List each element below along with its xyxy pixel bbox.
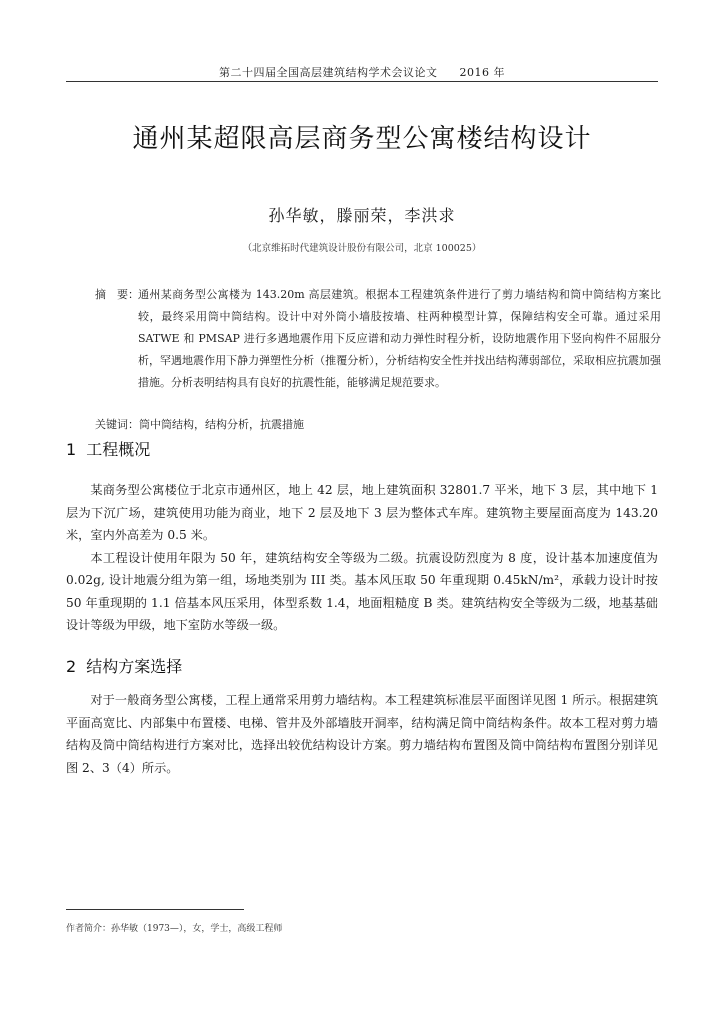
section-title: 结构方案选择 bbox=[86, 657, 183, 676]
running-header bbox=[66, 64, 658, 80]
footnote-rule bbox=[66, 909, 244, 910]
keywords bbox=[95, 416, 661, 432]
section-heading-1 bbox=[66, 437, 150, 460]
abstract-text: 通州某商务型公寓楼为 143.20m 高层建筑。根据本工程建筑条件进行了剪力墙结构和筒中筒结构方案比较，最终采用筒中筒结构。设计中对外筒小墙肢按墙、柱两种模型计算，保障结构安全可靠。通过采用 SATWE 和 PMSAP 进行多遇地震作用下反应谱和动力弹性时程分析，设防地震作用下竖向构件不屈服分析，罕遇地震作用下静力弹塑性分析（推覆分析），分析结构安全性并找出结构薄弱部位，采取相应抗震加强措施。分析表明结构具有良好的抗震性能，能够满足规范要求。 bbox=[138, 288, 661, 389]
section-number: 1 bbox=[66, 440, 77, 459]
paragraph: 本工程设计使用年限为 50 年，建筑结构安全等级为二级。抗震设防烈度为 8 度，设计基本加速度值为 0.02g, 设计地震分组为第一组，场地类别为 III 类。基本风压取 50 年重现期 0.45kN/m²，承载力设计时按 50 年重现期的 1.1 倍基本风压采用，体型系数 1.4，地面粗糙度 B 类。建筑结构安全等级为二级，地基基础设计等级为甲级，地下室防水等级一级。 bbox=[66, 550, 658, 632]
keywords-label: 关键词： bbox=[95, 418, 139, 431]
section-body-2 bbox=[66, 689, 658, 779]
paragraph: 某商务型公寓楼位于北京市通州区，地上 42 层，地上建筑面积 32801.7 平米，地下 3 层，其中地下 1 层为下沉广场，建筑使用功能为商业，地下 2 层及地下 3 层为整体式车库。建筑物主要屋面高度为 143.20 米，室内外高差为 0.5 米。 bbox=[66, 483, 658, 542]
header-rule bbox=[66, 81, 658, 82]
keywords-text: 筒中筒结构，结构分析，抗震措施 bbox=[139, 418, 304, 431]
section-heading-2 bbox=[66, 654, 182, 677]
paragraph: 对于一般商务型公寓楼，工程上通常采用剪力墙结构。本工程建筑标准层平面图详见图 1 所示。根据建筑平面高宽比、内部集中布置楼、电梯、管井及外部墙肢开洞率，结构满足筒中筒结构条件。故本工程对剪力墙结构及筒中筒结构进行方案对比，选择出较优结构设计方案。剪力墙结构布置图及筒中筒结构布置图分别详见图 2、3（4）所示。 bbox=[66, 693, 658, 775]
abstract-label: 摘 要： bbox=[95, 288, 139, 301]
conference-name: 第二十四届全国高层建筑结构学术会议论文 bbox=[219, 66, 438, 79]
section-body-1 bbox=[66, 479, 658, 637]
abstract bbox=[95, 284, 661, 394]
author-list: 孙华敏，滕丽荣，李洪求 bbox=[268, 206, 456, 225]
section-title: 工程概况 bbox=[86, 440, 151, 459]
section-number: 2 bbox=[66, 657, 77, 676]
author-footnote: 作者简介：孙华敏（1973—），女，学士，高级工程师 bbox=[66, 924, 283, 934]
conference-year: 2016 年 bbox=[459, 66, 505, 79]
paper-title: 通州某超限高层商务型公寓楼结构设计 bbox=[132, 124, 592, 154]
affiliation: （北京维拓时代建筑设计股份有限公司，北京 100025） bbox=[242, 243, 482, 254]
